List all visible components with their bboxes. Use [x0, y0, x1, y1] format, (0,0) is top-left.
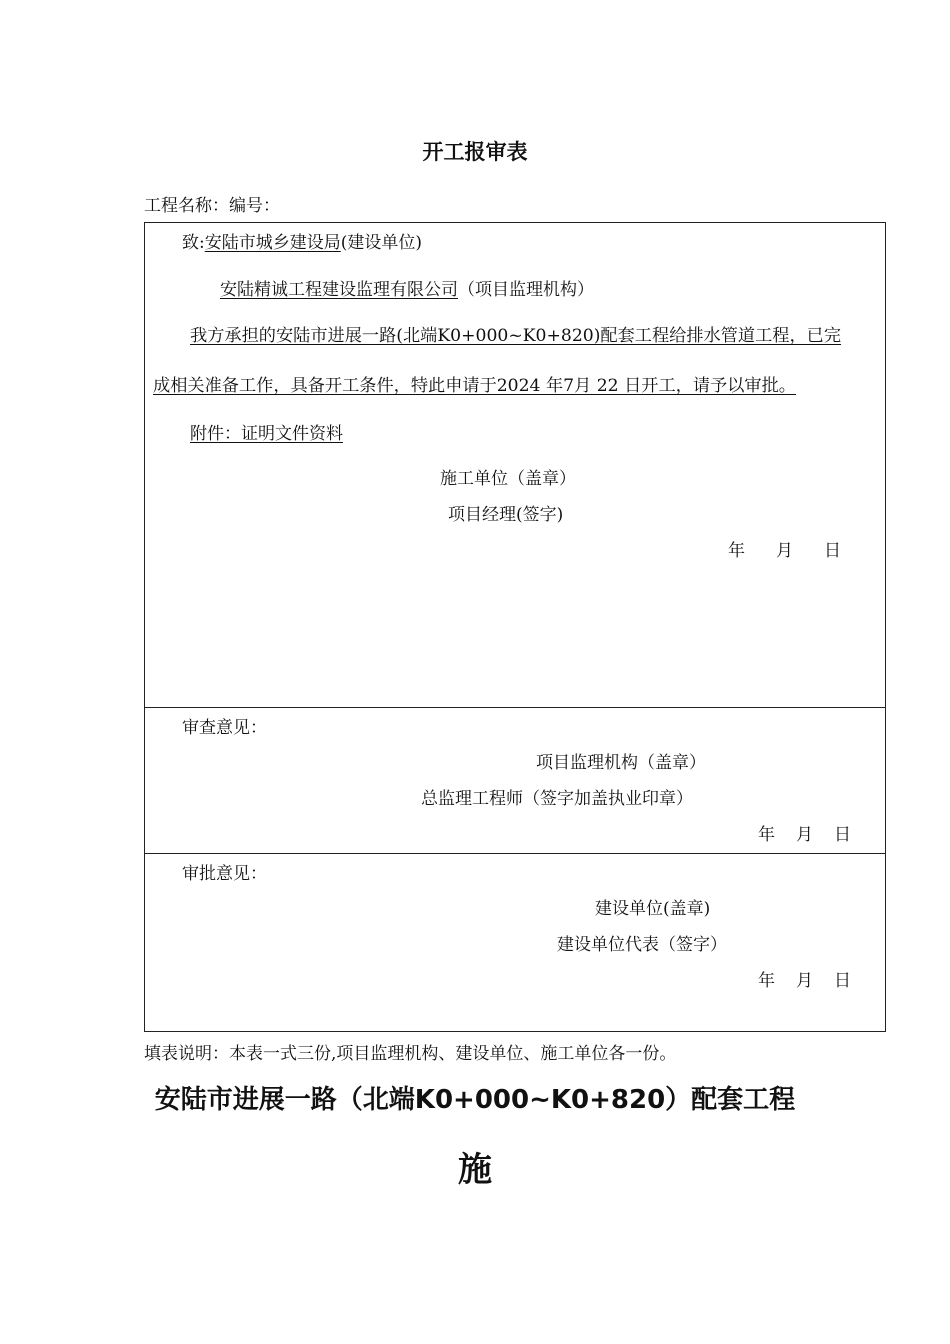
addressee-suffix: (建设单位): [340, 233, 422, 253]
section2-date-year: 年: [758, 825, 775, 845]
contractor-seal-label: 施工单位（盖章）: [440, 469, 576, 489]
section1-date-year: 年: [728, 541, 745, 561]
section3-date-day: 日: [834, 971, 851, 991]
chief-engineer-signature-label: 总监理工程师（签字加盖执业印章）: [421, 789, 693, 809]
attachment-line: 附件：证明文件资料: [190, 424, 343, 444]
supervisor-line: [220, 275, 594, 300]
addressee-unit: 安陆市城乡建设局: [204, 233, 341, 253]
application-body-line-2: 成相关准备工作，具备开工条件，特此申请于2024 年7月 22 日开工，请予以审批。: [153, 376, 796, 396]
next-document-title-char: 施: [458, 1150, 492, 1190]
supervision-seal-label: 项目监理机构（盖章）: [536, 753, 706, 773]
section3-date-year: 年: [758, 971, 775, 991]
table-divider-1: [145, 707, 885, 708]
table-divider-2: [145, 853, 885, 854]
next-document-heading: 安陆市进展一路（北端K0+000~K0+820）配套工程: [154, 1085, 796, 1115]
application-body-line-1: 我方承担的安陆市进展一路(北端K0+000~K0+820)配套工程给排水管道工程，已完: [190, 326, 842, 346]
addressee-prefix: 致:: [182, 233, 205, 253]
form-footnote: 填表说明：本表一式三份,项目监理机构、建设单位、施工单位各一份。: [144, 1044, 677, 1064]
review-opinion-label: 审查意见：: [182, 718, 267, 738]
section2-date-month: 月: [796, 825, 813, 845]
owner-seal-label: 建设单位(盖章): [595, 899, 711, 919]
form-title: 开工报审表: [422, 140, 528, 164]
supervisor-suffix: （项目监理机构）: [458, 280, 594, 300]
supervisor-unit: 安陆精诚工程建设监理有限公司: [220, 280, 458, 300]
section3-date-month: 月: [796, 971, 813, 991]
section2-date-day: 日: [834, 825, 851, 845]
project-manager-signature-label: 项目经理(签字): [448, 505, 564, 525]
addressee-line: [182, 228, 422, 253]
section1-date-day: 日: [824, 541, 841, 561]
owner-representative-signature-label: 建设单位代表（签字）: [557, 935, 727, 955]
project-name-number-line: 工程名称：编号：: [144, 196, 280, 216]
section1-date-month: 月: [776, 541, 793, 561]
approval-opinion-label: 审批意见：: [182, 864, 267, 884]
